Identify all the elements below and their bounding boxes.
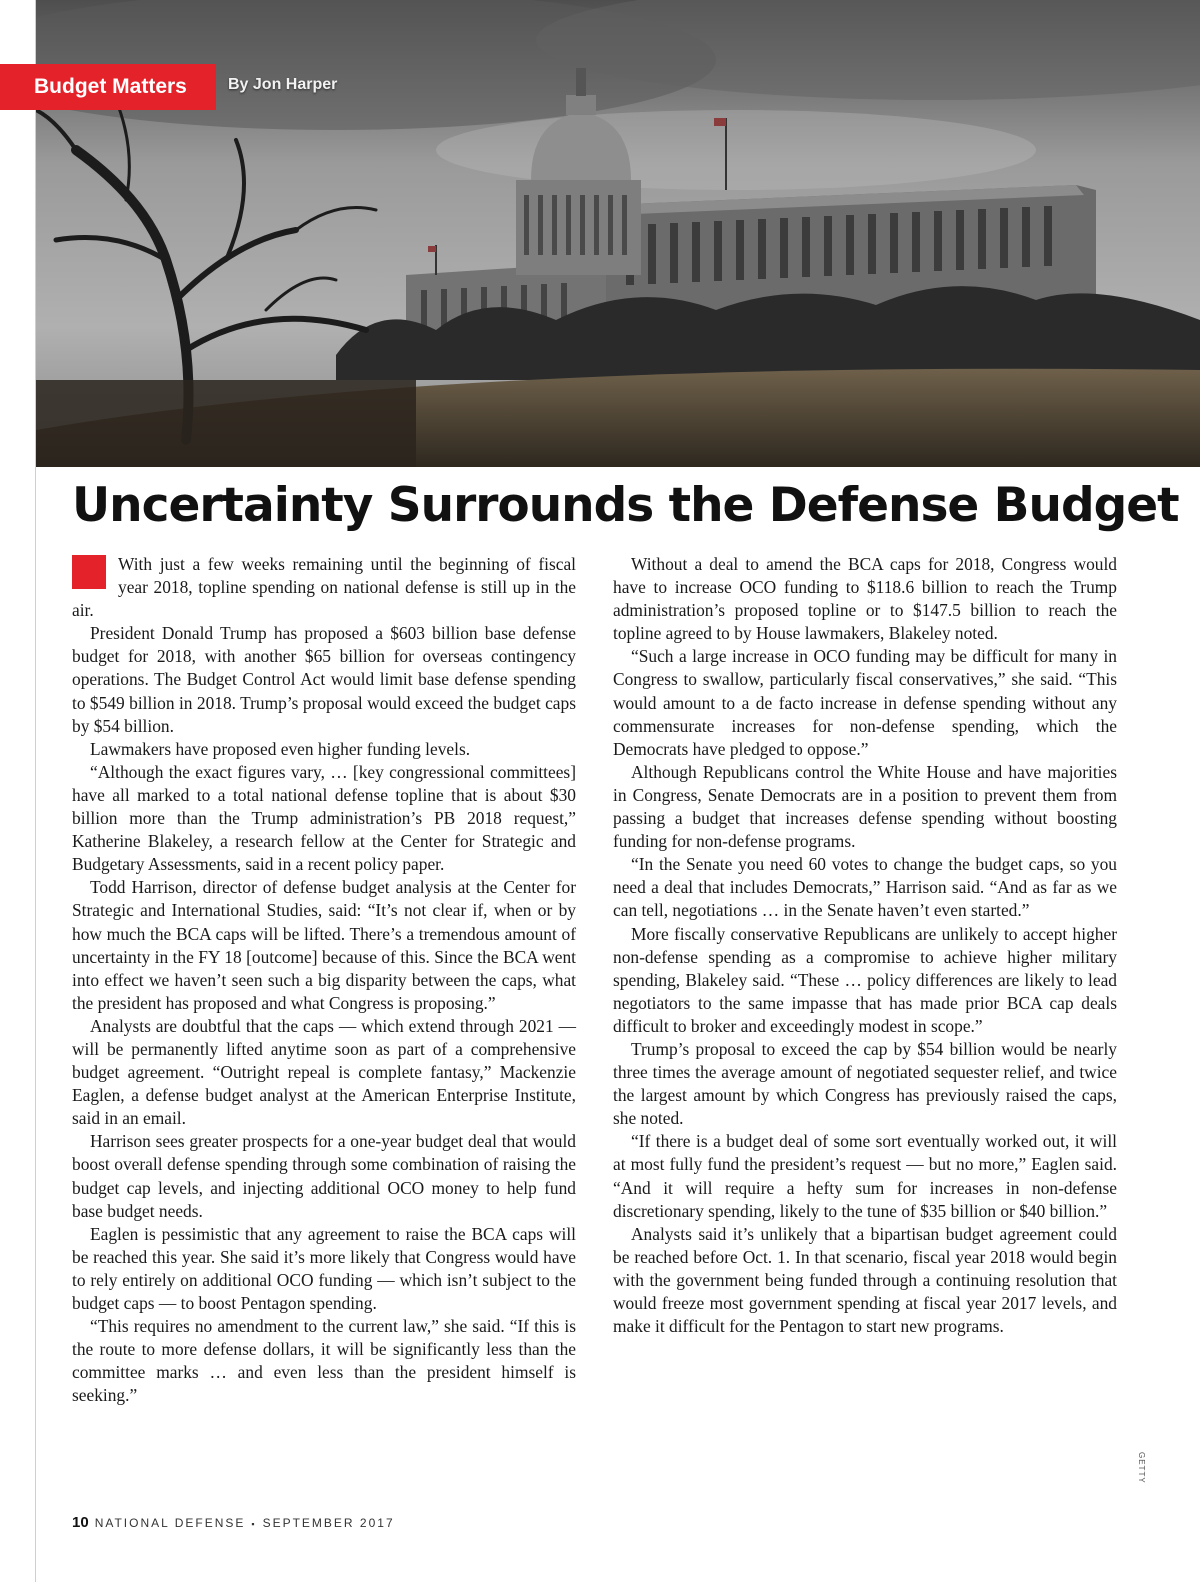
separator-icon: ▪ (251, 1519, 257, 1529)
paragraph: Analysts are doubtful that the caps — which extend through 2021 — will be permanently lifted anytime soon as part of a comprehensive budget agreement. “Outright repeal is complete fantasy,” Mackenzie Eaglen, a defense budget analyst at the American Enterprise Institute, said in an email. (72, 1015, 576, 1129)
page-footer (72, 1514, 395, 1531)
issue-date: SEPTEMBER 2017 (262, 1516, 395, 1530)
paragraph: Trump’s proposal to exceed the cap by $54 billion would be nearly three times the average amount of negotiated sequester relief, and twice the largest amount by which Congress has previously raised the caps, she noted. (613, 1038, 1117, 1129)
paragraph: Todd Harrison, director of defense budget analysis at the Center for Strategic and International Studies, said: “It’s not clear if, when or by how much the BCA caps will be lifted. There’s a tremendous amount of uncertainty in the FY 18 [outcome] because of this. Since the BCA went into effect we haven’t seen such a big disparity between the caps, what the president has proposed and what Congress is proposing.” (72, 877, 576, 1013)
publication-name: NATIONAL DEFENSE (94, 1516, 246, 1530)
left-column (72, 553, 576, 1407)
paragraph: Harrison sees greater prospects for a one-year budget deal that would boost overall defense spending through some combination of raising the budget cap levels, and injecting additional OCO money to help fund base budget needs. (72, 1131, 576, 1221)
drop-square-icon (72, 555, 106, 589)
paragraph: Analysts said it’s unlikely that a bipartisan budget agreement could be reached before Oct. 1. In that scenario, fiscal year 2018 would begin with the government being funded through a continuing resolution that would freeze most government spending at fiscal year 2017 levels, and make it difficult for the Pentagon to start new programs. (613, 1223, 1117, 1337)
paragraph: “If there is a budget deal of some sort eventually worked out, it will at most fully fund the president’s request — but no more,” Eaglen said. “And it will require a hefty sum for increases in non-defense discretionary spending, likely to the tune of $35 billion or $40 billion.” (613, 1131, 1117, 1221)
paragraph: Eaglen is pessimistic that any agreement to raise the BCA caps will be reached this year. She said it’s more likely that Congress would have to rely entirely on additional OCO funding — which isn’t subject to the budget caps — to boost Pentagon spending. (72, 1223, 576, 1313)
paragraph: “Although the exact figures vary, … [key congressional committees] have all marked to a total national defense topline that is about $30 billion more than the Trump administration’s PB 2018 request,” Katherine Blakeley, a research fellow at the Center for Strategic and Budgetary Assessments, said in a recent policy paper. (72, 761, 576, 875)
paragraph: With just a few weeks remaining until the beginning of fiscal year 2018, topline spending on national defense is still up in the air. (72, 554, 576, 621)
page-number: 10 (72, 1514, 89, 1531)
paragraph: More fiscally conservative Republicans are unlikely to accept higher non-defense spending as a compromise to achieve higher military spending, Blakeley said. “These … policy differences are likely to lead negotiators to the same impasse that has made prior BCA cap deals difficult to broker and exceedingly modest in scope.” (613, 923, 1117, 1036)
byline: By Jon Harper (228, 76, 338, 93)
right-column (613, 553, 1117, 1338)
paragraph: Although Republicans control the White House and have majorities in Congress, Senate Democrats are in a position to prevent them from passing a budget that increases defense spending without boosting funding for non-defense programs. (613, 761, 1117, 852)
paragraph: President Donald Trump has proposed a $603 billion base defense budget for 2018, with another $65 billion for overseas contingency operations. The Budget Control Act would limit base defense spending to $549 billion in 2018. Trump’s proposal would exceed the budget caps by $54 billion. (72, 623, 576, 736)
paragraph: Lawmakers have proposed even higher funding levels. (90, 738, 471, 759)
section-tag: Budget Matters (0, 64, 216, 110)
paragraph: Without a deal to amend the BCA caps for 2018, Congress would have to increase OCO funding to $118.6 billion to reach the Trump administration’s proposed topline or to $147.5 billion to reach the topline agreed to by House lawmakers, Blakeley noted. (613, 554, 1117, 644)
photo-credit: GETTY (1137, 1452, 1146, 1484)
paragraph: “Such a large increase in OCO funding may be difficult for many in Congress to swallow, particularly fiscal conservatives,” she said. “This would amount to a de facto increase in defense spending without any commensurate increases for non-defense spending, which the Democrats have pledged to oppose.” (613, 646, 1117, 759)
paragraph: “In the Senate you need 60 votes to change the budget caps, so you need a deal that includes Democrats,” Harrison said. “And as far as we can tell, negotiations … in the Senate haven’t even started.” (613, 854, 1117, 921)
paragraph: “This requires no amendment to the current law,” she said. “If this is the route to more defense dollars, it will be significantly less than the committee marks … and even less than the president himself is seeking.” (72, 1316, 576, 1406)
headline: Uncertainty Surrounds the Defense Budget (72, 478, 1179, 533)
